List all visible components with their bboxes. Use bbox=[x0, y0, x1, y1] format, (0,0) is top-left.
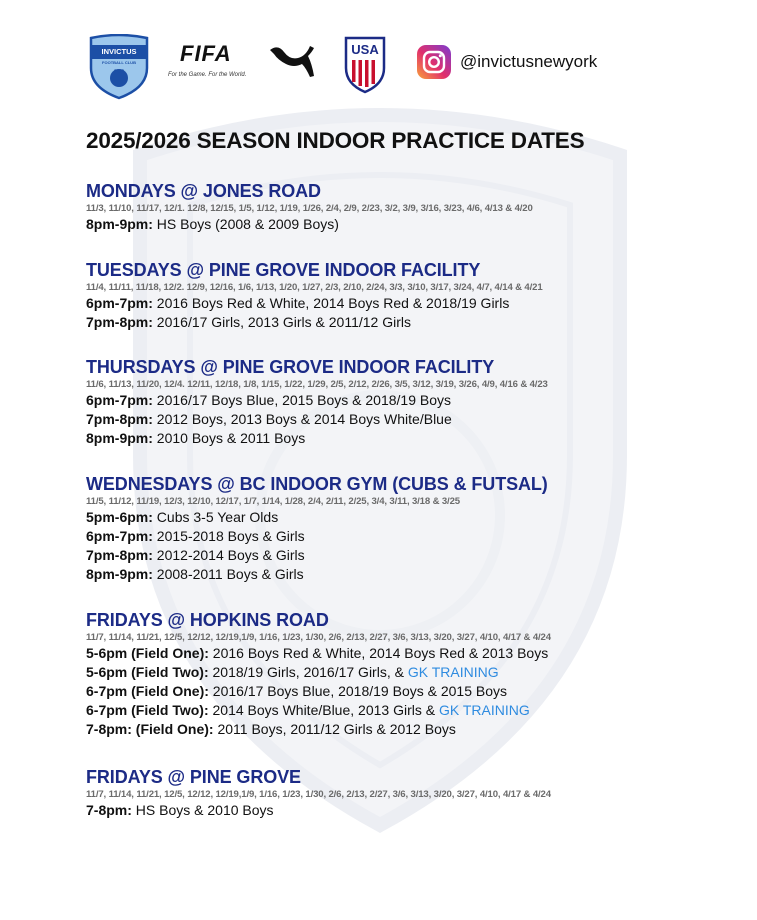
section-heading: WEDNESDAYS @ BC INDOOR GYM (CUBS & FUTSAL) bbox=[86, 474, 548, 494]
section-heading: MONDAYS @ JONES ROAD bbox=[86, 181, 321, 201]
section-dates: 11/3, 11/10, 11/17, 12/1. 12/8, 12/15, 1/5, 1/12, 1/19, 1/26, 2/4, 2/9, 2/23, 3/2, 3/9, 3/16, 3/23, 4/6, 4/13 & 4/20 bbox=[86, 203, 533, 214]
schedule-row bbox=[86, 801, 551, 820]
schedule-row bbox=[86, 429, 548, 448]
section-dates: 11/7, 11/14, 11/21, 12/5, 12/12, 12/19,1/9, 1/16, 1/23, 1/30, 2/6, 2/13, 2/27, 3/6, 3/13, 3/20, 3/27, 4/10, 4/17 & 4/24 bbox=[86, 632, 551, 643]
section-heading: THURSDAYS @ PINE GROVE INDOOR FACILITY bbox=[86, 357, 495, 377]
header-logos bbox=[0, 0, 757, 110]
section-dates: 11/4, 11/11, 11/18, 12/2. 12/9, 12/16, 1/6, 1/13, 1/20, 1/27, 2/3, 2/10, 2/24, 3/3, 3/10, 3/17, 3/24, 4/7, 4/14 & 4/21 bbox=[86, 282, 543, 293]
time-slot: 7-8pm: bbox=[86, 802, 132, 818]
fifa-logo bbox=[168, 42, 256, 82]
age-groups: Cubs 3-5 Year Olds bbox=[152, 509, 279, 525]
time-slot: 6pm-7pm: bbox=[86, 392, 153, 408]
section-heading: FRIDAYS @ HOPKINS ROAD bbox=[86, 610, 329, 630]
invictus-club-logo bbox=[88, 34, 150, 100]
age-groups: 2015-2018 Boys & Girls bbox=[152, 528, 305, 544]
age-groups: 2008-2011 Boys & Girls bbox=[152, 566, 304, 582]
age-groups: 2016/17 Boys Blue, 2015 Boys & 2018/19 Boys bbox=[152, 392, 452, 408]
time-slot: 8pm-9pm: bbox=[86, 430, 153, 446]
instagram-icon bbox=[417, 45, 451, 79]
schedule-row bbox=[86, 294, 543, 313]
age-groups: 2018/19 Girls, 2016/17 Girls, & bbox=[208, 664, 408, 680]
section-dates: 11/7, 11/14, 11/21, 12/5, 12/12, 12/19,1/9, 1/16, 1/23, 1/30, 2/6, 2/13, 2/27, 3/6, 3/13, 3/20, 3/27, 4/10, 4/17 & 4/24 bbox=[86, 789, 551, 800]
fifa-logo-tagline: For the Game. For the World. bbox=[168, 72, 247, 78]
section-mondays bbox=[86, 180, 533, 234]
schedule-row bbox=[86, 565, 548, 584]
section-heading: TUESDAYS @ PINE GROVE INDOOR FACILITY bbox=[86, 260, 481, 280]
time-slot: 5pm-6pm: bbox=[86, 509, 153, 525]
schedule-row bbox=[86, 546, 548, 565]
club-logo-line2: FOOTBALL CLUB bbox=[102, 60, 136, 65]
section-wednesdays bbox=[86, 473, 548, 584]
age-groups: 2012 Boys, 2013 Boys & 2014 Boys White/Blue bbox=[152, 411, 452, 427]
age-groups: 2012-2014 Boys & Girls bbox=[152, 547, 305, 563]
puma-logo bbox=[268, 42, 316, 80]
section-dates: 11/6, 11/13, 11/20, 12/4. 12/11, 12/18, 1/8, 1/15, 1/22, 1/29, 2/5, 2/12, 2/26, 3/5, 3/12, 3/19, 3/26, 4/9, 4/16 & 4/23 bbox=[86, 379, 548, 390]
time-slot: 8pm-9pm: bbox=[86, 566, 153, 582]
schedule-row bbox=[86, 720, 551, 739]
time-slot: 7pm-8pm: bbox=[86, 314, 153, 330]
age-groups: HS Boys (2008 & 2009 Boys) bbox=[152, 216, 339, 232]
fifa-logo-name: FIFA bbox=[180, 41, 232, 66]
age-groups: HS Boys & 2010 Boys bbox=[131, 802, 274, 818]
section-heading: FRIDAYS @ PINE GROVE bbox=[86, 767, 301, 787]
schedule-row bbox=[86, 701, 551, 720]
time-slot: 6-7pm (Field One): bbox=[86, 683, 209, 699]
gk-training-label: GK TRAINING bbox=[438, 702, 530, 718]
age-groups: 2014 Boys White/Blue, 2013 Girls & bbox=[208, 702, 439, 718]
age-groups: 2016/17 Girls, 2013 Girls & 2011/12 Girls bbox=[152, 314, 411, 330]
time-slot: 5-6pm (Field One): bbox=[86, 645, 209, 661]
schedule-row bbox=[86, 215, 533, 234]
section-dates: 11/5, 11/12, 11/19, 12/3, 12/10, 12/17, 1/7, 1/14, 1/28, 2/4, 2/11, 2/25, 3/4, 3/11, 3/18 & 3/25 bbox=[86, 496, 460, 507]
club-logo-line1: INVICTUS bbox=[101, 47, 137, 56]
time-slot: 5-6pm (Field Two): bbox=[86, 664, 209, 680]
time-slot: 6pm-7pm: bbox=[86, 295, 153, 311]
time-slot: 7pm-8pm: bbox=[86, 547, 153, 563]
schedule-row bbox=[86, 644, 551, 663]
age-groups: 2016 Boys Red & White, 2014 Boys Red & 2018/19 Girls bbox=[152, 295, 510, 311]
section-fridays-pine-grove bbox=[86, 766, 551, 820]
time-slot: 7pm-8pm: bbox=[86, 411, 153, 427]
schedule-row bbox=[86, 508, 548, 527]
age-groups: 2016/17 Boys Blue, 2018/19 Boys & 2015 Boys bbox=[208, 683, 508, 699]
usa-logo-text: USA bbox=[351, 42, 379, 57]
time-slot: 6-7pm (Field Two): bbox=[86, 702, 209, 718]
schedule-row bbox=[86, 410, 548, 429]
schedule-row bbox=[86, 391, 548, 410]
section-fridays-hopkins bbox=[86, 609, 551, 739]
gk-training-label: GK TRAINING bbox=[407, 664, 499, 680]
schedule-row bbox=[86, 527, 548, 546]
section-tuesdays bbox=[86, 259, 543, 332]
age-groups: 2010 Boys & 2011 Boys bbox=[152, 430, 306, 446]
age-groups: 2016 Boys Red & White, 2014 Boys Red & 2013 Boys bbox=[208, 645, 549, 661]
time-slot: 7-8pm: (Field One): bbox=[86, 721, 214, 737]
age-groups: 2011 Boys, 2011/12 Girls & 2012 Boys bbox=[213, 721, 456, 737]
schedule-row bbox=[86, 313, 543, 332]
section-thursdays bbox=[86, 356, 548, 448]
usa-soccer-logo bbox=[344, 36, 386, 94]
schedule-row bbox=[86, 682, 551, 701]
schedule-row bbox=[86, 663, 551, 682]
time-slot: 8pm-9pm: bbox=[86, 216, 153, 232]
instagram-handle[interactable]: @invictusnewyork bbox=[460, 52, 598, 71]
page-title: 2025/2026 SEASON INDOOR PRACTICE DATES bbox=[86, 128, 585, 153]
time-slot: 6pm-7pm: bbox=[86, 528, 153, 544]
